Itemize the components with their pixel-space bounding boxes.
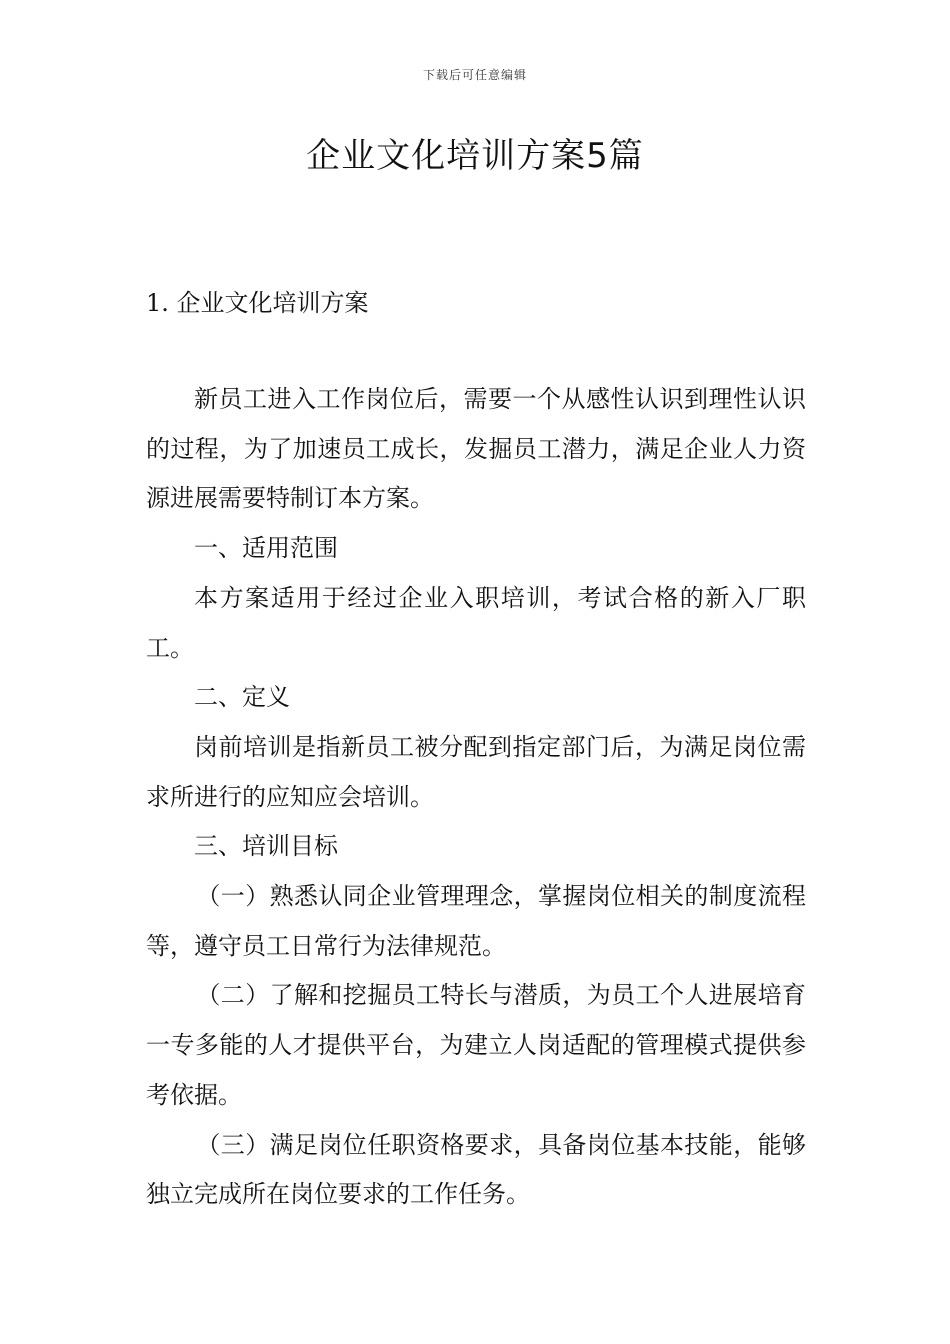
subheading-definition: 二、定义 xyxy=(194,683,290,712)
document-title: 企业文化培训方案5篇 xyxy=(306,136,644,176)
header-note: 下载后可任意编辑 xyxy=(422,68,527,82)
section-heading: 1. 企业文化培训方案 xyxy=(146,289,369,317)
paragraph-scope: 本方案适用于经过企业入职培训，考试合格的新入厂职工。 xyxy=(146,583,806,662)
paragraph-intro: 新员工进入工作岗位后，需要一个从感性认识到理性认识的过程，为了加速员工成长，发掘员工潜力，满足企业人力资源进展需要特制订本方案。 xyxy=(146,385,806,513)
document-body xyxy=(146,375,806,1220)
goal-item-1: （一）熟悉认同企业管理理念，掌握岗位相关的制度流程等，遵守员工日常行为法律规范。 xyxy=(146,882,806,960)
paragraph-definition: 岗前培训是指新员工被分配到指定部门后，为满足岗位需求所进行的应知应会培训。 xyxy=(146,732,806,811)
goal-item-2: （二）了解和挖掘员工特长与潜质，为员工个人进展培育一专多能的人才提供平台，为建立人岗适配的管理模式提供参考依据。 xyxy=(146,981,806,1109)
goal-item-3: （三）满足岗位任职资格要求，具备岗位基本技能，能够独立完成所在岗位要求的工作任务。 xyxy=(146,1130,806,1209)
subheading-scope: 一、适用范围 xyxy=(194,534,338,563)
subheading-goals: 三、培训目标 xyxy=(194,832,338,861)
